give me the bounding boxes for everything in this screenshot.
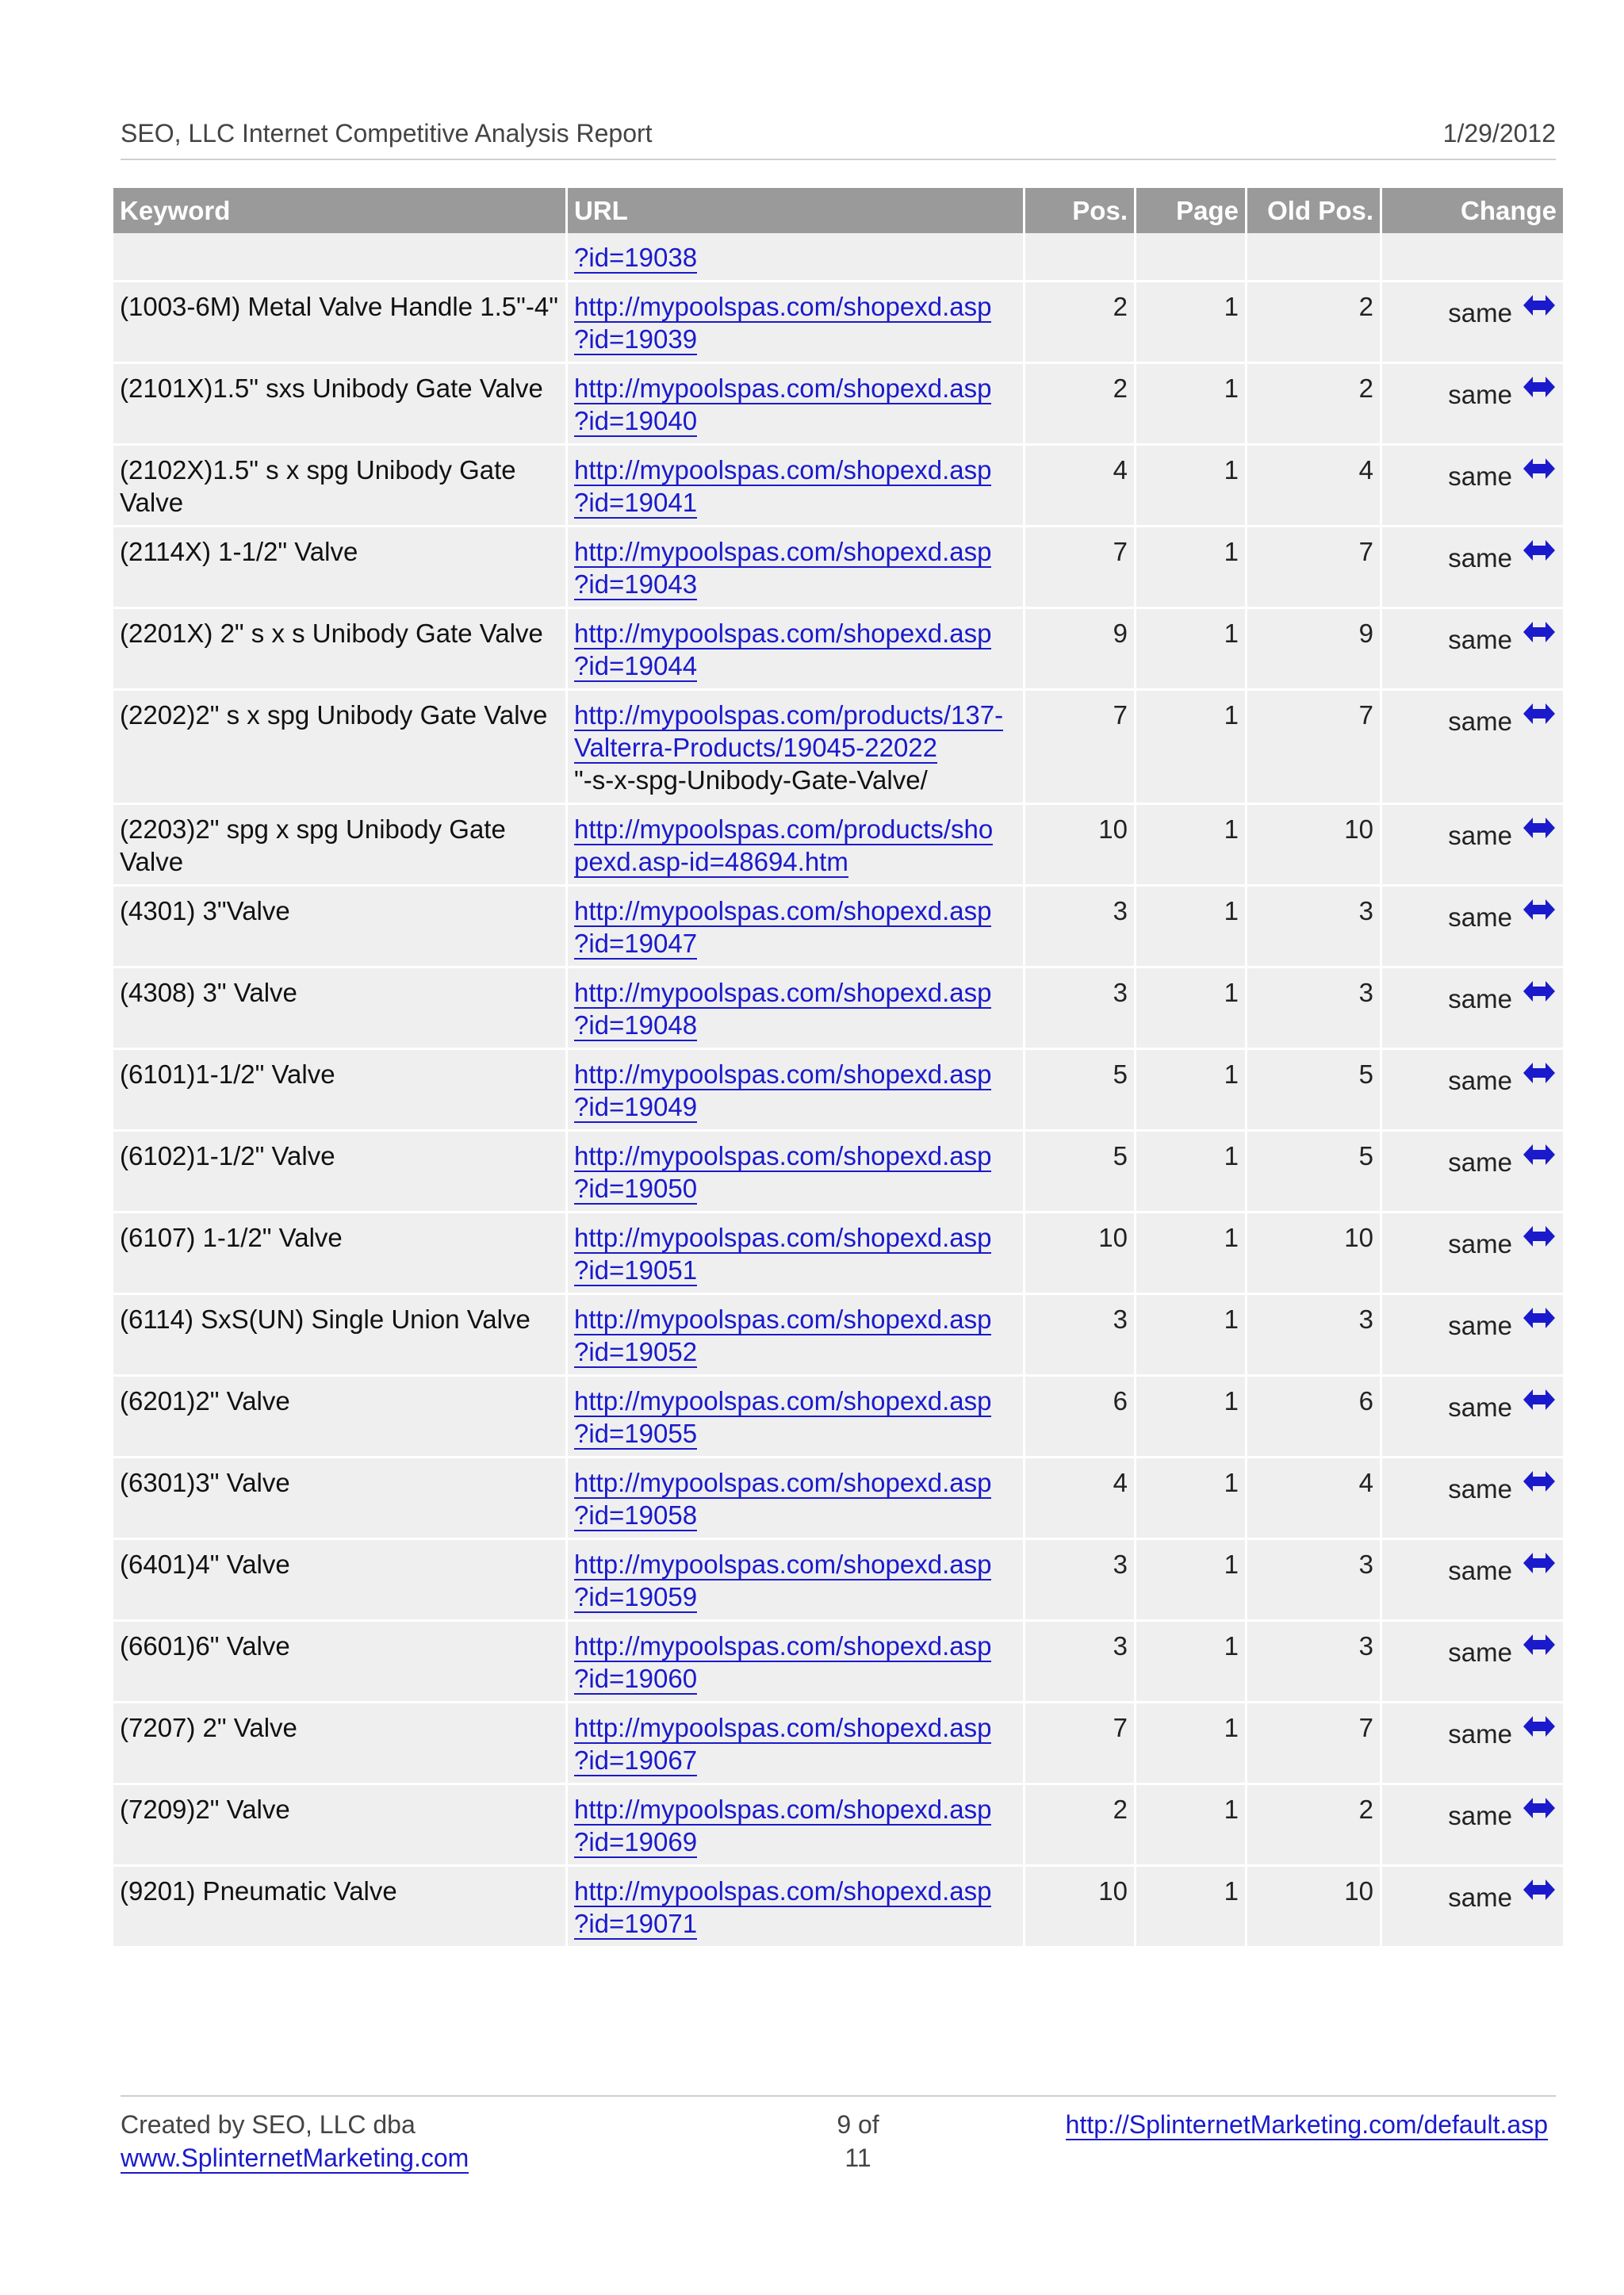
pos-cell: 2 bbox=[1025, 364, 1134, 446]
url-link[interactable]: http://mypoolspas.com/shopexd.asp bbox=[574, 1223, 992, 1252]
old-pos-cell: 4 bbox=[1247, 1458, 1380, 1540]
pos-cell bbox=[1025, 233, 1134, 282]
url-link[interactable]: http://mypoolspas.com/shopexd.asp bbox=[574, 978, 992, 1007]
keyword-cell: (6102)1-1/2" Valve bbox=[113, 1132, 565, 1213]
pos-cell: 10 bbox=[1025, 1867, 1134, 1948]
url-link[interactable]: ?id=19069 bbox=[574, 1827, 698, 1856]
old-pos-cell: 2 bbox=[1247, 364, 1380, 446]
keyword-cell bbox=[113, 233, 565, 282]
url-cell bbox=[568, 1785, 1023, 1867]
old-pos-cell: 2 bbox=[1247, 282, 1380, 364]
old-pos-cell bbox=[1247, 233, 1380, 282]
pos-cell: 3 bbox=[1025, 1540, 1134, 1622]
page-cell: 1 bbox=[1136, 527, 1245, 609]
pos-cell: 2 bbox=[1025, 1785, 1134, 1867]
left-right-arrow-icon bbox=[1522, 1631, 1557, 1665]
left-right-arrow-icon bbox=[1522, 1223, 1557, 1257]
change-label: same bbox=[1448, 462, 1512, 491]
url-link[interactable]: http://mypoolspas.com/shopexd.asp bbox=[574, 1305, 992, 1334]
url-cell bbox=[568, 1458, 1023, 1540]
old-pos-cell: 7 bbox=[1247, 1703, 1380, 1785]
left-right-arrow-icon bbox=[1522, 978, 1557, 1012]
old-pos-cell: 10 bbox=[1247, 805, 1380, 887]
left-right-arrow-icon bbox=[1522, 1386, 1557, 1420]
url-link[interactable]: http://mypoolspas.com/shopexd.asp bbox=[574, 292, 992, 321]
table-row bbox=[113, 1540, 1563, 1622]
change-cell bbox=[1382, 1377, 1563, 1458]
change-cell bbox=[1382, 1703, 1563, 1785]
pos-cell: 9 bbox=[1025, 609, 1134, 691]
change-cell bbox=[1382, 1295, 1563, 1377]
page-cell: 1 bbox=[1136, 1213, 1245, 1295]
url-link[interactable]: http://mypoolspas.com/shopexd.asp bbox=[574, 619, 992, 648]
change-label: same bbox=[1448, 625, 1512, 654]
url-cell bbox=[568, 609, 1023, 691]
column-header-url[interactable]: URL bbox=[568, 188, 1023, 233]
page-cell: 1 bbox=[1136, 1295, 1245, 1377]
old-pos-cell: 3 bbox=[1247, 1295, 1380, 1377]
left-right-arrow-icon bbox=[1522, 896, 1557, 930]
table-row bbox=[113, 1622, 1563, 1703]
report-date: 1/29/2012 bbox=[1442, 119, 1556, 148]
page-cell: 1 bbox=[1136, 364, 1245, 446]
change-label: same bbox=[1448, 984, 1512, 1013]
change-cell bbox=[1382, 609, 1563, 691]
pos-cell: 7 bbox=[1025, 1703, 1134, 1785]
table-row bbox=[113, 1377, 1563, 1458]
change-cell bbox=[1382, 1050, 1563, 1132]
page-footer bbox=[121, 2095, 1556, 2192]
footer-url-container bbox=[1066, 2108, 1548, 2141]
page-cell: 1 bbox=[1136, 1050, 1245, 1132]
change-label: same bbox=[1448, 1638, 1512, 1667]
keyword-cell: (2201X) 2" s x s Unibody Gate Valve bbox=[113, 609, 565, 691]
table-row bbox=[113, 282, 1563, 364]
url-link[interactable]: http://mypoolspas.com/shopexd.asp bbox=[574, 1059, 992, 1089]
keyword-cell: (7207) 2" Valve bbox=[113, 1703, 565, 1785]
keyword-cell: (2101X)1.5" sxs Unibody Gate Valve bbox=[113, 364, 565, 446]
column-header-pos[interactable]: Pos. bbox=[1025, 188, 1134, 233]
keyword-cell: (4301) 3"Valve bbox=[113, 887, 565, 968]
url-cell bbox=[568, 527, 1023, 609]
change-cell bbox=[1382, 1213, 1563, 1295]
url-link[interactable]: http://mypoolspas.com/shopexd.asp bbox=[574, 1141, 992, 1170]
url-link[interactable]: http://mypoolspas.com/shopexd.asp bbox=[574, 896, 992, 925]
url-cell bbox=[568, 1540, 1023, 1622]
pos-cell: 10 bbox=[1025, 805, 1134, 887]
column-header-old-pos[interactable]: Old Pos. bbox=[1247, 188, 1380, 233]
table-row bbox=[113, 1132, 1563, 1213]
keyword-cell: (6601)6" Valve bbox=[113, 1622, 565, 1703]
pos-cell: 4 bbox=[1025, 1458, 1134, 1540]
change-label: same bbox=[1448, 1801, 1512, 1830]
change-label: same bbox=[1448, 1393, 1512, 1422]
url-cell bbox=[568, 1703, 1023, 1785]
change-cell bbox=[1382, 364, 1563, 446]
old-pos-cell: 2 bbox=[1247, 1785, 1380, 1867]
url-link[interactable]: ?id=19052 bbox=[574, 1337, 698, 1366]
change-label: same bbox=[1448, 1311, 1512, 1340]
change-cell bbox=[1382, 805, 1563, 887]
keyword-cell: (6101)1-1/2" Valve bbox=[113, 1050, 565, 1132]
left-right-arrow-icon bbox=[1522, 1059, 1557, 1094]
column-header-keyword[interactable]: Keyword bbox=[113, 188, 565, 233]
change-cell bbox=[1382, 1867, 1563, 1948]
keyword-cell: (6107) 1-1/2" Valve bbox=[113, 1213, 565, 1295]
change-cell bbox=[1382, 887, 1563, 968]
change-cell bbox=[1382, 527, 1563, 609]
old-pos-cell: 3 bbox=[1247, 887, 1380, 968]
keyword-cell: (2202)2" s x spg Unibody Gate Valve bbox=[113, 691, 565, 805]
keyword-cell: (6301)3" Valve bbox=[113, 1458, 565, 1540]
pos-cell: 5 bbox=[1025, 1132, 1134, 1213]
page-cell: 1 bbox=[1136, 887, 1245, 968]
left-right-arrow-icon bbox=[1522, 1305, 1557, 1339]
page-cell: 1 bbox=[1136, 691, 1245, 805]
change-label: same bbox=[1448, 1719, 1512, 1749]
url-cell bbox=[568, 233, 1023, 282]
column-header-change[interactable]: Change bbox=[1382, 188, 1563, 233]
pos-cell: 3 bbox=[1025, 1295, 1134, 1377]
page-cell: 1 bbox=[1136, 446, 1245, 527]
table-row bbox=[113, 527, 1563, 609]
page-number-total: 11 bbox=[845, 2144, 871, 2172]
left-right-arrow-icon bbox=[1522, 814, 1557, 849]
table-row bbox=[113, 805, 1563, 887]
url-link[interactable]: http://mypoolspas.com/shopexd.asp bbox=[574, 1713, 992, 1742]
old-pos-cell: 5 bbox=[1247, 1050, 1380, 1132]
change-cell bbox=[1382, 1458, 1563, 1540]
table-row bbox=[113, 1213, 1563, 1295]
url-link[interactable]: pexd.asp-id=48694.htm bbox=[574, 847, 848, 876]
pos-cell: 4 bbox=[1025, 446, 1134, 527]
table-row bbox=[113, 968, 1563, 1050]
url-link[interactable]: ?id=19059 bbox=[574, 1582, 698, 1611]
table-row bbox=[113, 446, 1563, 527]
table-row bbox=[113, 1785, 1563, 1867]
page-cell: 1 bbox=[1136, 1785, 1245, 1867]
url-link[interactable]: ?id=19055 bbox=[574, 1419, 698, 1448]
url-link[interactable]: ?id=19049 bbox=[574, 1092, 698, 1121]
url-cell bbox=[568, 1622, 1023, 1703]
url-link[interactable]: ?id=19041 bbox=[574, 488, 698, 517]
url-cell bbox=[568, 968, 1023, 1050]
url-link[interactable]: http://mypoolspas.com/shopexd.asp bbox=[574, 1550, 992, 1579]
url-link[interactable]: ?id=19038 bbox=[574, 243, 698, 272]
url-link[interactable]: ?id=19047 bbox=[574, 929, 698, 958]
page-number-of: 9 of bbox=[837, 2110, 879, 2139]
keyword-cell: (6401)4" Valve bbox=[113, 1540, 565, 1622]
url-link[interactable]: ?id=19071 bbox=[574, 1909, 698, 1938]
change-label: same bbox=[1448, 543, 1512, 573]
url-link[interactable]: ?id=19044 bbox=[574, 651, 698, 680]
table-row bbox=[113, 233, 1563, 282]
url-cell bbox=[568, 805, 1023, 887]
change-cell bbox=[1382, 968, 1563, 1050]
url-cell bbox=[568, 1213, 1023, 1295]
table-header-row bbox=[113, 188, 1563, 233]
url-link[interactable]: ?id=19040 bbox=[574, 406, 698, 435]
old-pos-cell: 10 bbox=[1247, 1867, 1380, 1948]
change-cell bbox=[1382, 1540, 1563, 1622]
old-pos-cell: 3 bbox=[1247, 968, 1380, 1050]
url-text-continuation: "-s-x-spg-Unibody-Gate-Valve/ bbox=[574, 765, 928, 795]
url-link[interactable]: Valterra-Products/19045-22022 bbox=[574, 733, 938, 762]
old-pos-cell: 3 bbox=[1247, 1622, 1380, 1703]
change-label: same bbox=[1448, 707, 1512, 736]
left-right-arrow-icon bbox=[1522, 537, 1557, 571]
change-cell bbox=[1382, 233, 1563, 282]
left-right-arrow-icon bbox=[1522, 1468, 1557, 1502]
url-link[interactable]: ?id=19051 bbox=[574, 1255, 698, 1285]
left-right-arrow-icon bbox=[1522, 1876, 1557, 1910]
page-cell: 1 bbox=[1136, 282, 1245, 364]
old-pos-cell: 4 bbox=[1247, 446, 1380, 527]
keyword-cell: (9201) Pneumatic Valve bbox=[113, 1867, 565, 1948]
page-cell: 1 bbox=[1136, 1132, 1245, 1213]
left-right-arrow-icon bbox=[1522, 1550, 1557, 1584]
page-cell: 1 bbox=[1136, 1703, 1245, 1785]
url-cell bbox=[568, 887, 1023, 968]
change-label: same bbox=[1448, 1066, 1512, 1095]
footer-credit bbox=[121, 2108, 469, 2174]
left-right-arrow-icon bbox=[1522, 700, 1557, 734]
url-cell bbox=[568, 1132, 1023, 1213]
url-cell bbox=[568, 446, 1023, 527]
url-cell bbox=[568, 282, 1023, 364]
table-row bbox=[113, 1703, 1563, 1785]
url-cell bbox=[568, 364, 1023, 446]
pos-cell: 5 bbox=[1025, 1050, 1134, 1132]
page-cell: 1 bbox=[1136, 1377, 1245, 1458]
change-label: same bbox=[1448, 380, 1512, 409]
table-row bbox=[113, 609, 1563, 691]
change-cell bbox=[1382, 1132, 1563, 1213]
left-right-arrow-icon bbox=[1522, 1141, 1557, 1175]
change-cell bbox=[1382, 446, 1563, 527]
pos-cell: 3 bbox=[1025, 1622, 1134, 1703]
old-pos-cell: 6 bbox=[1247, 1377, 1380, 1458]
table-row bbox=[113, 887, 1563, 968]
pos-cell: 2 bbox=[1025, 282, 1134, 364]
left-right-arrow-icon bbox=[1522, 455, 1557, 489]
page-cell: 1 bbox=[1136, 968, 1245, 1050]
change-cell bbox=[1382, 1622, 1563, 1703]
url-cell bbox=[568, 691, 1023, 805]
footer-url-link[interactable]: http://SplinternetMarketing.com/default.asp bbox=[1065, 2110, 1548, 2139]
pos-cell: 7 bbox=[1025, 527, 1134, 609]
old-pos-cell: 7 bbox=[1247, 527, 1380, 609]
page-cell: 1 bbox=[1136, 1867, 1245, 1948]
url-link[interactable]: http://mypoolspas.com/products/sho bbox=[574, 814, 994, 844]
keyword-cell: (2102X)1.5" s x spg Unibody Gate Valve bbox=[113, 446, 565, 527]
change-cell bbox=[1382, 282, 1563, 364]
change-label: same bbox=[1448, 1883, 1512, 1912]
ranking-table bbox=[111, 188, 1565, 1948]
change-label: same bbox=[1448, 1148, 1512, 1177]
table-row bbox=[113, 1050, 1563, 1132]
column-header-page[interactable]: Page bbox=[1136, 188, 1245, 233]
left-right-arrow-icon bbox=[1522, 1713, 1557, 1747]
table-row bbox=[113, 1867, 1563, 1948]
url-link[interactable]: http://mypoolspas.com/products/137- bbox=[574, 700, 1004, 730]
table-row bbox=[113, 691, 1563, 805]
url-link[interactable]: http://mypoolspas.com/shopexd.asp bbox=[574, 1795, 992, 1824]
page-cell: 1 bbox=[1136, 609, 1245, 691]
keyword-cell: (6201)2" Valve bbox=[113, 1377, 565, 1458]
left-right-arrow-icon bbox=[1522, 1795, 1557, 1829]
change-label: same bbox=[1448, 1474, 1512, 1504]
url-link[interactable]: ?id=19060 bbox=[574, 1664, 698, 1693]
url-link[interactable]: ?id=19058 bbox=[574, 1500, 698, 1530]
page-number bbox=[802, 2108, 914, 2174]
url-link[interactable]: ?id=19050 bbox=[574, 1174, 698, 1203]
keyword-cell: (2203)2" spg x spg Unibody Gate Valve bbox=[113, 805, 565, 887]
url-link[interactable]: ?id=19043 bbox=[574, 569, 698, 599]
change-label: same bbox=[1448, 1556, 1512, 1585]
url-cell bbox=[568, 1050, 1023, 1132]
old-pos-cell: 7 bbox=[1247, 691, 1380, 805]
footer-site-link[interactable]: www.SplinternetMarketing.com bbox=[121, 2144, 469, 2172]
page-cell: 1 bbox=[1136, 1622, 1245, 1703]
page-cell bbox=[1136, 233, 1245, 282]
keyword-cell: (6114) SxS(UN) Single Union Valve bbox=[113, 1295, 565, 1377]
url-cell bbox=[568, 1295, 1023, 1377]
keyword-cell: (4308) 3" Valve bbox=[113, 968, 565, 1050]
old-pos-cell: 9 bbox=[1247, 609, 1380, 691]
keyword-cell: (1003-6M) Metal Valve Handle 1.5"-4" bbox=[113, 282, 565, 364]
url-link[interactable]: http://mypoolspas.com/shopexd.asp bbox=[574, 374, 992, 403]
change-cell bbox=[1382, 691, 1563, 805]
table-row bbox=[113, 1295, 1563, 1377]
left-right-arrow-icon bbox=[1522, 619, 1557, 653]
change-cell bbox=[1382, 1785, 1563, 1867]
pos-cell: 6 bbox=[1025, 1377, 1134, 1458]
table-row bbox=[113, 1458, 1563, 1540]
change-label: same bbox=[1448, 821, 1512, 850]
keyword-cell: (2114X) 1-1/2" Valve bbox=[113, 527, 565, 609]
pos-cell: 10 bbox=[1025, 1213, 1134, 1295]
change-label: same bbox=[1448, 1229, 1512, 1259]
url-link[interactable]: http://mypoolspas.com/shopexd.asp bbox=[574, 1386, 992, 1416]
old-pos-cell: 3 bbox=[1247, 1540, 1380, 1622]
left-right-arrow-icon bbox=[1522, 292, 1557, 326]
left-right-arrow-icon bbox=[1522, 374, 1557, 408]
table-row bbox=[113, 364, 1563, 446]
pos-cell: 3 bbox=[1025, 887, 1134, 968]
pos-cell: 3 bbox=[1025, 968, 1134, 1050]
keyword-cell: (7209)2" Valve bbox=[113, 1785, 565, 1867]
url-cell bbox=[568, 1867, 1023, 1948]
url-link[interactable]: http://mypoolspas.com/shopexd.asp bbox=[574, 1468, 992, 1497]
url-link[interactable]: ?id=19067 bbox=[574, 1745, 698, 1775]
footer-created-by: Created by SEO, LLC dba bbox=[121, 2110, 416, 2139]
page-header bbox=[121, 119, 1556, 160]
old-pos-cell: 10 bbox=[1247, 1213, 1380, 1295]
old-pos-cell: 5 bbox=[1247, 1132, 1380, 1213]
pos-cell: 7 bbox=[1025, 691, 1134, 805]
page-cell: 1 bbox=[1136, 1540, 1245, 1622]
url-link[interactable]: ?id=19048 bbox=[574, 1010, 698, 1040]
url-link[interactable]: ?id=19039 bbox=[574, 324, 698, 354]
url-link[interactable]: http://mypoolspas.com/shopexd.asp bbox=[574, 455, 992, 485]
url-cell bbox=[568, 1377, 1023, 1458]
url-link[interactable]: http://mypoolspas.com/shopexd.asp bbox=[574, 1876, 992, 1906]
change-label: same bbox=[1448, 902, 1512, 932]
page-cell: 1 bbox=[1136, 1458, 1245, 1540]
change-label: same bbox=[1448, 298, 1512, 328]
page-cell: 1 bbox=[1136, 805, 1245, 887]
url-link[interactable]: http://mypoolspas.com/shopexd.asp bbox=[574, 537, 992, 566]
report-title: SEO, LLC Internet Competitive Analysis Report bbox=[121, 119, 653, 148]
url-link[interactable]: http://mypoolspas.com/shopexd.asp bbox=[574, 1631, 992, 1661]
